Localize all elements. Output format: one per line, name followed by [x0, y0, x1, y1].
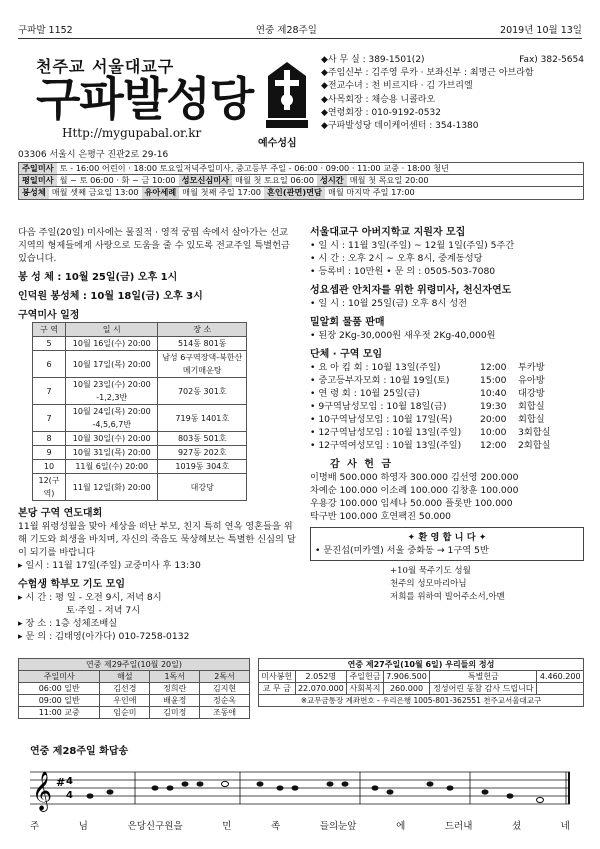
indeogwon-communion: 인덕원 봉성체 : 10월 18일(금) 오후 3시 [18, 291, 203, 302]
parish-url[interactable]: Http://mygupabal.or.kr [62, 126, 202, 140]
council-president: ◆사목회장 : 채승용 니콜라오 [321, 94, 436, 105]
father-school-title: 서울대교구 아버지학교 지원자 모집 [310, 227, 466, 238]
meeting-item: • 12구역여성모임 : 10월 13일(주일) 12:00 2회합실 [310, 440, 551, 451]
daycare: ◆구파발성당 데이케어센터 : 354-1380 [321, 121, 479, 132]
svg-text:#: # [56, 776, 66, 789]
mass-row: 7 10월 24일(목) 20:00 -4,5,6,7반 719동 1401호 [33, 405, 247, 432]
rosary-prayer: +10월 묵주기도 성월 천주의 성모마리아님 저희를 위하여 빌어주소서,아멘 [390, 566, 505, 602]
archdiocese-name: 천주교 서울대교구 [36, 57, 175, 76]
duty-row: 11:00 교중 임순미 김미정 조동애 [19, 707, 250, 719]
meeting-item: • 연 령 회 : 10월 25일(금) 10:40 대강방 [310, 388, 545, 399]
fax: Fax) 382-5654 [519, 55, 584, 65]
offering-table: 연중 제27주일(10월 6일) 우리들의 정성 미사봉헌 2.052명 주일헌금 7.906.500 특별헌금 4.460.200 교 무 금 22.070.000 사회복지 260.000 정성어린 동참 감사 드립니다 ※교무금통장 계좌번호 - 우리은행 1005-801-362551 천주교서울대교구 [258, 658, 584, 707]
memorial-date: ▸ 일시 : 11월 17일(주일) 교중미사 후 13:30 [18, 560, 201, 571]
svg-text:4: 4 [66, 790, 73, 801]
psalm-title: 연중 제28주일 화답송 [30, 746, 129, 757]
parish-title: 구파발성당 [36, 72, 254, 126]
meetings-title: 단체 · 구역 모임 [310, 349, 383, 360]
exam-time-weekend: 토·주일 - 저녁 7시 [66, 605, 141, 616]
offering-row: 교 무 금 22.070.000 사회복지 260.000 정성어린 동참 감사 드립니다 [259, 683, 584, 695]
father-school-date: • 일 시 : 11월 3일(주일) ~ 12월 1일(주일) 5주간 [310, 240, 515, 251]
sale-items: • 된장 2Kg-30,000원 새우젓 2Kg-40,000원 [310, 330, 496, 341]
mass-schedule [18, 162, 584, 200]
schedule-row: 주일미사 토 - 16:00 어린이 · 18:00 토요일저녁주일미사, 중고등부 주일 - 06:00 · 09:00 · 11:00 교중 · 18:00 청년 [18, 162, 584, 175]
svg-text:4: 4 [66, 776, 73, 787]
mass-row: 10 11월 6일(수) 20:00 1019동 304호 [33, 460, 247, 474]
requiem-date: • 일 시 : 10월 25일(금) 오후 8시 성전 [310, 298, 468, 309]
thanks-title: 감 사 헌 금 [330, 459, 394, 470]
offering-row: 미사봉헌 2.052명 주일헌금 7.906.500 특별헌금 4.460.200 [259, 671, 584, 683]
logo-caption: 예수성심 [258, 138, 297, 149]
schedule-row: 평일미사 월 ~ 토 06:00 · 화 ~ 금 10:00 성모신심미사 매월 첫 토요일 06:00 성시간 매월 첫 목요일 20:00 [18, 175, 584, 188]
bottom-tables [18, 660, 584, 738]
exam-place: ▸ 장 소 : 1층 성체조배실 [18, 618, 118, 629]
exam-prayer-title: 수험생 학부모 기도 모임 [18, 579, 126, 590]
communion-sick: 봉 성 체 : 10월 25일(금) 오후 1시 [18, 272, 178, 283]
thanks-line: 이명배 500.000 하영자 300.000 김선영 200.000 [310, 472, 519, 483]
sisters: ◆전교수녀 : 천 비르지타 · 김 가브리엘 [321, 81, 473, 92]
memorial-text: 11월 위령성월을 맞아 세상을 떠난 부모, 친지 특히 연옥 영혼들을 위해 기도와 희생을 바치며, 자신의 죽음도 묵상해보는 특별한 신심의 달이 되기를 바랍니다 [18, 521, 296, 558]
sacred-heart-logo-icon [256, 56, 318, 140]
schedule-row: 봉성체 매월 셋째 금요일 13:00 유아세례 매월 첫째 주일 17:00 혼인(관면)면담 매월 마지막 주일 17:00 [18, 187, 584, 200]
mass-row: 12(구역) 11월 12일(화) 20:00 대강당 [33, 474, 247, 501]
parish-info [321, 54, 584, 133]
right-column [310, 226, 584, 604]
mass-row: 9 10월 31일(목) 20:00 927동 202호 [33, 446, 247, 460]
duty-row: 06:00 일반 김선경 정희란 김지현 [19, 683, 250, 695]
issue-number: 구파발 1152 [18, 25, 73, 36]
welcome-title: ✦ 환 영 합 니 다 ✦ [407, 532, 487, 543]
meeting-item: • 중고등부자모회 : 10월 19일(토) 15:00 유아방 [310, 375, 545, 386]
top-bar [18, 22, 582, 39]
thanks-line: 탁구반 100.000 호연팩진 50.000 [310, 511, 452, 522]
mission-sunday-notice: 다음 주일(20일) 미사에는 물질적 · 영적 궁핍 속에서 살아가는 선교지역의 형제들에게 사랑으로 도움을 줄 수 있도록 전교주일 특별헌금 있습니다. [18, 227, 290, 264]
issue-date: 2019년 10월 13일 [500, 25, 582, 36]
exam-contact: ▸ 문 의 : 김태영(아가다) 010-7258-0132 [18, 631, 190, 642]
parish-address: 03306 서울시 은평구 진관2로 29-16 [18, 150, 169, 160]
thanks-line: 우용강 100.000 임세나 50.000 플롯반 100.000 [310, 498, 513, 509]
priests: ◆주임신부 : 김주영 루카 · 보좌신부 : 최명근 아브라함 [321, 68, 534, 79]
mass-row: 7 10월 23일(수) 20:00 -1,2,3반 702동 301호 [33, 378, 247, 405]
meeting-item: • 10구역남성모임 : 10월 17일(목) 20:00 회합실 [310, 414, 545, 425]
welcome-box [310, 527, 584, 561]
mass-row: 8 10월 30일(수) 20:00 803동 501호 [33, 432, 247, 446]
mass-row: 5 10월 16일(수) 20:00 514동 801동 [33, 337, 247, 351]
father-school-fee: • 등록비 : 10만원 • 문 의 : 0505-503-7080 [310, 266, 496, 277]
liturgical-week: 연중 제28주일 [255, 25, 317, 36]
left-column [18, 226, 296, 643]
district-mass-title: 구역미사 일정 [18, 310, 80, 321]
meeting-item: • 요 아 킴 회 : 10월 13일(주일) 12:00 투카방 [310, 362, 545, 373]
duty-row: 09:00 일반 우인애 배윤정 정순옥 [19, 695, 250, 707]
office-phone: ◆사 무 실 : 389-1501(2) Fax) 382-5654 [321, 54, 584, 67]
exam-time: ▸ 시 간 : 평 일 - 오전 9시, 저녁 8시 [18, 592, 162, 603]
requiem-title: 성요셉관 안치자를 위한 위령미사, 천신자연도 [310, 285, 512, 296]
meeting-item: • 12구역남성모임 : 10월 13일(주일) 10:00 3회합실 [310, 427, 551, 438]
meeting-item: • 9구역남성모임 : 10월 18일(금) 19:30 회합실 [310, 401, 545, 412]
duty-table: 연중 제29주일(10월 20일) 주일미사 해설 1독서 2독서 06:00 일반 김선경 정희란 김지현 09:00 일반 우인애 배윤정 정순옥 11:00 교중 임순미 김미정 조동애 [18, 658, 250, 719]
treble-clef-icon: 𝄞 [32, 771, 53, 811]
sale-title: 밀알회 물품 판매 [310, 317, 385, 328]
district-mass-table: 구 역 일 시 장 소 5 10월 16일(수) 20:00 514동 801동 6 10월 17일(목) 20:00 남성 6구역장댁-북한산메기매운탕 7 10월 23일(수) 20:00 -1,2,3반 702동 301호 7 10월 24일(목) 20:00 -4,5,6,7반 719동 1401호 8 10월 30일(수) 20:00 803동 501호 9 10월 31일(목) 20:00 927동 202호 10 11월 6일(수) 20:00 1019동 304호 12(구역) 11월 12일(화) 20:00 대강당 [32, 322, 247, 501]
psalm-lyrics: 주 님 은당신구원을 민 족 들의눈앞 에 드러내 셨 네 [30, 821, 570, 832]
welcome-text: • 문진섭(미카엘) 서울 중화동 → 1구역 5반 [315, 545, 489, 556]
meetings-list [310, 361, 584, 452]
memorial-title: 본당 구역 연도대회 [18, 508, 103, 519]
thanks-line: 차예순 100.000 이소례 100.000 김창훈 100.000 [310, 485, 519, 496]
mass-row: 6 10월 17일(목) 20:00 남성 6구역장댁-북한산메기매운탕 [33, 351, 247, 378]
funeral-team: ◆연령회장 : 010-9192-0532 [321, 107, 441, 118]
music-staff [30, 762, 570, 812]
father-school-time: • 시 간 : 오후 2시 ~ 오후 8시, 중계동성당 [310, 253, 483, 264]
